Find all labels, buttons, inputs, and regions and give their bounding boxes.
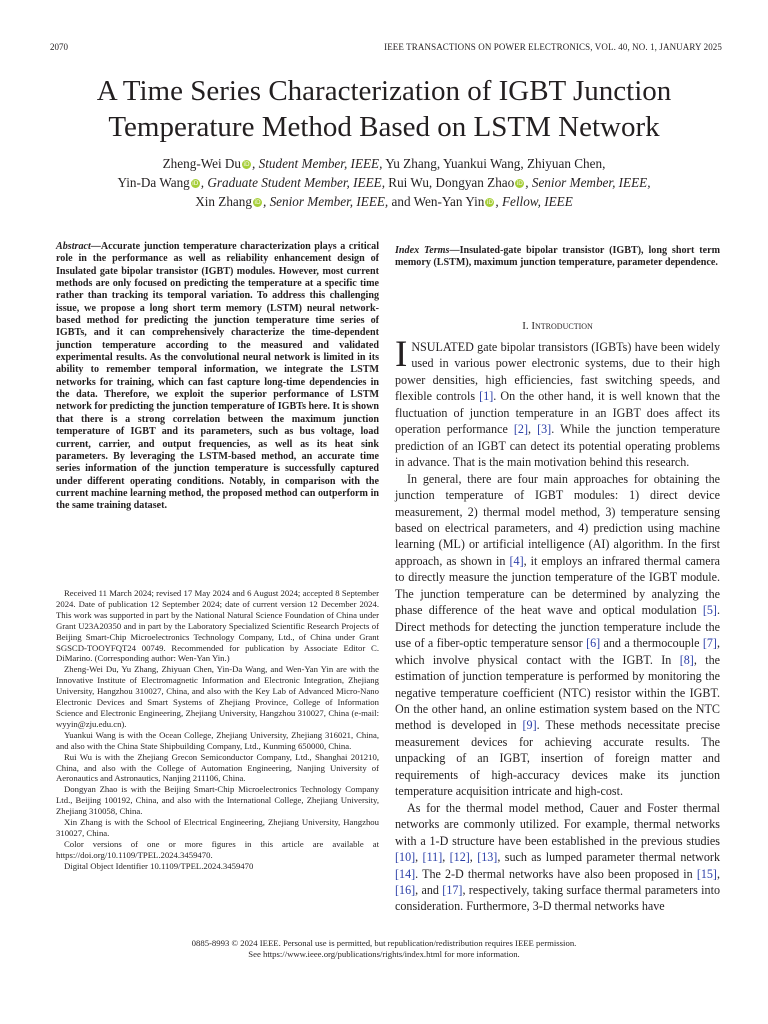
drop-cap: I xyxy=(395,334,408,375)
citation-link[interactable]: [15] xyxy=(696,866,717,881)
footnote-affiliation: Dongyan Zhao is with the Beijing Smart-Chip Microelectronics Technology Company Ltd., Beijing 100192, China, and also with the International College, Zhejiang University, Zhejiang 310058, China. xyxy=(56,784,379,817)
citation-link[interactable]: [7] xyxy=(702,636,717,651)
paragraph-text: , and xyxy=(415,882,443,897)
paragraph-text: , xyxy=(469,850,478,865)
copyright-line: 0885-8993 © 2024 IEEE. Personal use is permitted, but republication/redistribution requires IEEE permission. xyxy=(191,938,577,948)
paragraph-text: , which involve physical contact with the IGBT. In xyxy=(395,636,720,667)
footnote-affiliation: Zheng-Wei Du, Yu Zhang, Zhiyuan Chen, Yin-Da Wang, and Wen-Yan Yin are with the Innovative Institute of Electromagnetic Information and Electronic Integration, Zhejiang University, Hangzhou 310027, China, and also with the Key Lab of Advanced Micro-Nano Electronic Devices and Smart Systems of Zhejiang Province, College of Information Science and Electronic Engineering, Zhejiang University, Hangzhou 310027, China (e-mail: wyyin@zju.edu.cn). xyxy=(56,664,379,729)
orcid-icon[interactable]: iD xyxy=(254,199,261,206)
paragraph-text: As for the thermal model method, Cauer and Foster thermal networks are commonly utilized. For example, thermal networks with a 1-D structure have been established in the previous studies xyxy=(395,800,720,848)
citation-link[interactable]: [5] xyxy=(702,603,717,618)
author-names: and Wen-Yan Yin xyxy=(388,194,485,209)
footnote-received: Received 11 March 2024; revised 17 May 2024 and 6 August 2024; accepted 8 September 2024. Date of publication 12 September 2024; date of current version 12 December 2024. This work was supported in part by the National Natural Science Foundation of China under Grant U23A20350 and in part by the Laboratory Specialized Scientific Research Projects of Beijing Smart-Chip Microelectronics Technology Company, Ltd., of China under Grant SGSCD-TOOYFQT24 00749. Recommended for publication by Associate Editor C. DiMarino. (Corresponding author: Wen-Yan Yin.) xyxy=(56,588,379,664)
author-line-3 xyxy=(40,192,728,211)
author-list xyxy=(40,154,728,211)
intro-paragraph-2 xyxy=(395,471,720,800)
title-line-2: Temperature Method Based on LSTM Network xyxy=(108,111,660,143)
index-terms xyxy=(395,245,720,270)
citation-link[interactable]: [12] xyxy=(449,850,470,865)
author-names: Rui Wu, Dongyan Zhao xyxy=(385,175,515,190)
paragraph-text: and a thermocouple xyxy=(600,636,703,651)
citation-link[interactable]: [14] xyxy=(395,866,416,881)
citation-link[interactable]: [8] xyxy=(679,652,694,667)
author-membership: , Senior Member, IEEE, xyxy=(525,175,651,190)
citation-link[interactable]: [16] xyxy=(395,882,416,897)
citation-link[interactable]: [2] xyxy=(513,422,529,437)
citation-link[interactable]: [1] xyxy=(479,389,494,404)
paragraph-text: , xyxy=(716,866,720,881)
author-membership: , Student Member, IEEE, xyxy=(252,156,383,171)
footnote-affiliation: Xin Zhang is with the School of Electrical Engineering, Zhejiang University, Hangzhou 310027, China. xyxy=(56,817,379,838)
orcid-icon[interactable]: iD xyxy=(516,180,523,187)
footnotes xyxy=(56,588,379,872)
lead-word: NSULATED xyxy=(411,340,474,354)
paragraph-text: , it employs an infrared thermal camera to directly measure the junction temperature of the IGBT module. The junction temperature can be determined by analyzing the phase difference of the heat wave and optical modulation xyxy=(395,553,720,618)
section-heading xyxy=(395,320,720,332)
abstract xyxy=(56,241,379,513)
author-line-1 xyxy=(40,154,728,173)
orcid-icon[interactable]: iD xyxy=(192,180,199,187)
index-terms-text: —Insulated-gate bipolar transistor (IGBT), long short term memory (LSTM), maximum junction temperature, parameter dependence. xyxy=(395,245,720,269)
citation-link[interactable]: [4] xyxy=(509,553,524,568)
paragraph-text: , the estimation of junction temperature is performed by monitoring the negative temperature coefficient (NTC) resistor within the IGBT. On the other hand, an online estimation system based on the NTC method is developed in xyxy=(395,652,720,733)
intro-paragraph-3 xyxy=(395,800,720,915)
paragraph-text: In general, there are four main approaches for obtaining the junction temperature of IGBT modules: 1) direct device measurement, 2) thermal model method, 3) temperature sensing based on electrical parameters, and 4) prediction using machine learning (ML) or artificial intelligence (AI) algorithm. In the first approach, as shown in xyxy=(395,471,720,568)
rights-link-line: See https://www.ieee.org/publications/rights/index.html for more information. xyxy=(248,949,520,959)
citation-link[interactable]: [11] xyxy=(422,850,443,865)
orcid-icon[interactable]: iD xyxy=(486,199,494,206)
author-names: Yu Zhang, Yuankui Wang, Zhiyuan Chen, xyxy=(382,156,606,171)
author-membership: , Graduate Student Member, IEEE, xyxy=(200,175,385,190)
paragraph-text: , xyxy=(442,850,450,865)
footnote-doi: Digital Object Identifier 10.1109/TPEL.2024.3459470 xyxy=(64,860,254,871)
footnote-color-versions: Color versions of one or more figures in this article are available at https://doi.org/10.1109/TPEL.2024.3459470. xyxy=(56,838,379,860)
paragraph-text: . The 2-D thermal networks have also been proposed in xyxy=(415,866,697,881)
copyright-footer xyxy=(40,938,728,960)
paragraph-text: gate bipolar transistors (IGBTs) have been widely used in various power electronic systems, due to their high power densities, high efficiencies, fast switching speeds, and flexible controls xyxy=(395,340,720,404)
paragraph-text: , xyxy=(528,422,538,437)
page-number: 2070 xyxy=(50,42,68,52)
author-name: Zheng-Wei Du xyxy=(162,156,242,171)
paragraph-text: . While the junction temperature prediction of an IGBT can detect its potential operating problems in advance. That is the main motivation behind this research. xyxy=(395,422,720,470)
footnote-affiliation: Rui Wu is with the Zhejiang Grecon Semiconductor Company, Ltd., Shanghai 201210, China, and also with the College of Automation Engineering, Nanjing University of Aeronautics and Astronautics, Nanjing 211106, China. xyxy=(56,751,379,784)
paragraph-text: , such as lumped parameter thermal network xyxy=(497,850,720,865)
author-membership: , Senior Member, IEEE, xyxy=(262,194,389,209)
author-line-2 xyxy=(40,173,728,192)
orcid-icon[interactable]: iD xyxy=(243,161,250,168)
citation-link[interactable]: [6] xyxy=(586,636,601,651)
paragraph-text: . Direct methods for detecting the junction temperature include the use of a fiber-optic temperature sensor xyxy=(395,603,720,651)
citation-link[interactable]: [3] xyxy=(537,422,552,437)
intro-paragraph-1 xyxy=(395,334,720,471)
citation-link[interactable]: [17] xyxy=(442,882,463,897)
paragraph-text: , xyxy=(415,850,423,865)
author-membership: , Fellow, IEEE xyxy=(495,194,573,209)
journal-header: IEEE TRANSACTIONS ON POWER ELECTRONICS, VOL. 40, NO. 1, JANUARY 2025 xyxy=(384,42,722,52)
abstract-text: —Accurate junction temperature characterization plays a critical role in the performance as well as reliability enhancement design of Insulated gate bipolar transistor (IGBT) modules. However, most current methods are only focused on predicting the temperature at a specific time rather than tracking its temporal variation. To address this challenging issue, we propose a long short term memory (LSTM) neural network-based method for predicting the junction temperature time series of IGBTs, and it can comprehensively characterize the time-dependent junction temperature according to the measured and validated experimental results. As the convolutional neural network is limited in its ability to remember temporal information, we integrate the LSTM networks for training, which can fast capture long-time dependencies in the data. Therefore, we exploit the superior performance of LSTM network for predicting the junction temperature of IGBTs here. It is shown that there is a strong correlation between the maximum junction temperature of IGBT and its parameters, such as bus voltage, load current, carrier, and output frequencies, as well as its heat sink parameters. By leveraging the LSTM-based method, an accurate time series information of the junction temperature is successfully captured under different operating conditions. Notably, in comparison with the current machine learning method, the proposed method can outperform in the same training dataset. xyxy=(56,241,379,512)
section-number: I. xyxy=(522,320,529,332)
citation-link[interactable]: [10] xyxy=(395,850,416,865)
citation-link[interactable]: [13] xyxy=(477,850,498,865)
paragraph-text: . On the other hand, it is well known that the fluctuation of junction temperature in an IGBT does affect its operation performance xyxy=(395,389,720,437)
index-terms-label: Index Terms xyxy=(395,245,450,256)
paragraph-text: , respectively, taking surface thermal parameters into consideration. Furthermore, 3-D thermal networks have xyxy=(395,882,720,914)
author-name: Xin Zhang xyxy=(195,194,252,209)
section-title: Introduction xyxy=(531,320,593,332)
paragraph-text: . These methods necessitate precise measurement devices for achieving accurate results. The unpacking of an IGBT, insertion of foreign matter and requirements of high-accuracy devices make its junction temperature acquisition intricate and high-cost. xyxy=(395,718,720,799)
author-name: Yin-Da Wang xyxy=(117,175,190,190)
introduction-body xyxy=(395,334,720,915)
footnote-affiliation: Yuankui Wang is with the Ocean College, Zhejiang University, Zhejiang 316021, China, and also with the China State Shipbuilding Company, Ltd., Kunming 650000, China. xyxy=(56,729,379,751)
title-line-1: A Time Series Characterization of IGBT Junction xyxy=(96,75,672,107)
paper-title xyxy=(40,73,728,145)
abstract-label: Abstract xyxy=(56,241,91,252)
citation-link[interactable]: [9] xyxy=(522,718,537,733)
